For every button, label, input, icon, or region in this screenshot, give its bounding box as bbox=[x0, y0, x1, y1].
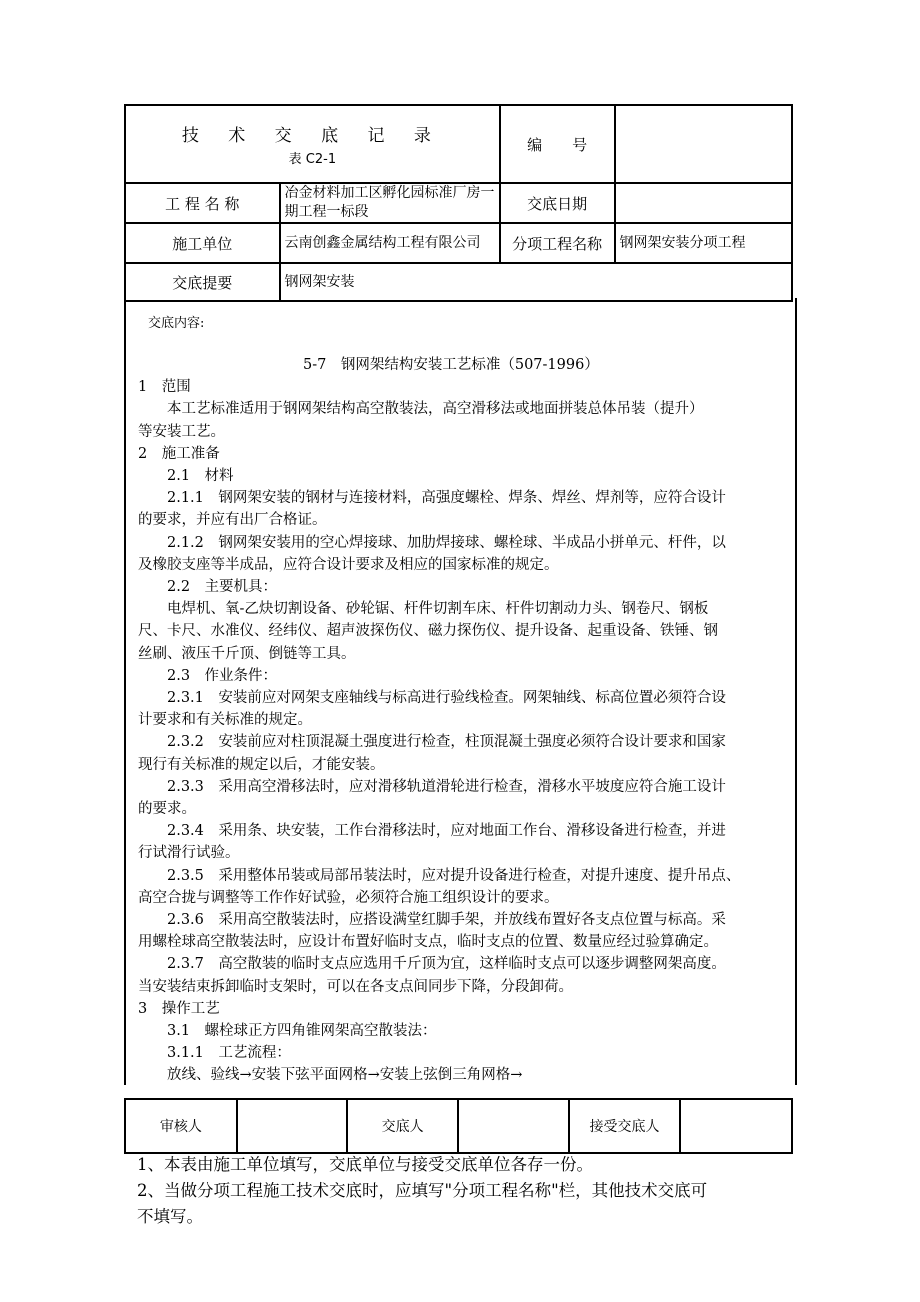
form-code: 表 C2-1 bbox=[288, 152, 337, 167]
content-line: 等安装工艺。 bbox=[138, 423, 225, 440]
note-2: 2、当做分项工程施工技术交底时，应填写"分项工程名称"栏，其他技术交底可 bbox=[137, 1181, 708, 1200]
content-heading: 5-7 钢网架结构安装工艺标准（507-1996） bbox=[303, 357, 599, 373]
content-line: 2.3.6 采用高空散装法时，应搭设满堂红脚手架，并放线布置好各支点位置与标高。采 bbox=[138, 912, 726, 928]
unit-label: 施工单位 bbox=[125, 223, 280, 263]
subproject-field[interactable]: 钢网架安装分项工程 bbox=[615, 223, 792, 263]
signature-table bbox=[124, 1098, 793, 1154]
content-line: 的要求。 bbox=[138, 801, 196, 817]
content-line: 及橡胶支座等半成品，应符合设计要求及相应的国家标准的规定。 bbox=[138, 556, 559, 573]
reviewer-label: 审核人 bbox=[125, 1099, 237, 1153]
content-line: 行试滑行试验。 bbox=[138, 845, 240, 862]
content-line: 计要求和有关标准的规定。 bbox=[138, 712, 312, 729]
content-line: 2.3.3 采用高空滑移法时，应对滑移轨道滑轮进行检查，滑移水平坡度应符合施工设计 bbox=[138, 778, 726, 795]
project-name-field[interactable]: 冶金材料加工区孵化园标准厂房一期工程一标段 bbox=[280, 183, 500, 223]
content-line: 尺、卡尺、水准仪、经纬仪、超声波探伤仪、磁力探伤仪、提升设备、起重设备、铁锤、钢 bbox=[138, 623, 718, 640]
content-line: 放线、验线→安装下弦平面网格→安装上弦倒三角网格→ bbox=[138, 1067, 523, 1084]
date-field[interactable] bbox=[615, 183, 792, 223]
content-line: 2.3.5 采用整体吊装或局部吊装法时，应对提升设备进行检查，对提升速度、提升吊点、 bbox=[138, 867, 741, 884]
content-line: 现行有关标准的规定以后，才能安装。 bbox=[138, 756, 385, 773]
date-label: 交底日期 bbox=[500, 183, 615, 223]
content-line: 1 范围 bbox=[138, 379, 191, 396]
content-line: 2.3 作业条件： bbox=[138, 667, 278, 684]
note-1: 1、本表由施工单位填写，交底单位与接受交底单位各存一份。 bbox=[137, 1155, 593, 1174]
content-line: 2.3.2 安装前应对柱顶混凝土强度进行检查，柱顶混凝土强度必须符合设计要求和国家 bbox=[138, 734, 726, 751]
content-line: 2.1.1 钢网架安装的钢材与连接材料，高强度螺栓、焊条、焊丝、焊剂等，应符合设计 bbox=[138, 490, 726, 507]
receiver-field[interactable] bbox=[680, 1099, 792, 1153]
presenter-field[interactable] bbox=[458, 1099, 569, 1153]
content-line: 高空合拢与调整等工作作好试验，必须符合施工组织设计的要求。 bbox=[138, 889, 559, 906]
summary-field[interactable]: 钢网架安装 bbox=[280, 263, 793, 301]
header-table bbox=[124, 104, 793, 302]
content-line: 电焊机、氧-乙炔切割设备、砂轮锯、杆件切割车床、杆件切割动力头、钢卷尺、钢板 bbox=[138, 601, 709, 618]
content-line: 2.3.4 采用条、块安装，工作台滑移法时，应对地面工作台、滑移设备进行检查，并进 bbox=[138, 823, 726, 840]
content-line: 的要求，并应有出厂合格证。 bbox=[138, 512, 327, 529]
content-line: 2.3.7 高空散装的临时支点应选用千斤顶为宜，这样临时支点可以逐步调整网架高度。 bbox=[138, 956, 726, 973]
content-line: 2.1 材料 bbox=[138, 468, 234, 484]
content-line: 3 操作工艺 bbox=[138, 1000, 220, 1017]
number-field[interactable] bbox=[615, 105, 792, 183]
content-line: 3.1.1 工艺流程： bbox=[138, 1045, 291, 1062]
presenter-label: 交底人 bbox=[347, 1099, 458, 1153]
unit-field[interactable]: 云南创鑫金属结构工程有限公司 bbox=[280, 223, 500, 263]
content-line: 丝刷、液压千斤顶、倒链等工具。 bbox=[138, 645, 356, 662]
content-intro-label: 交底内容: bbox=[148, 316, 205, 331]
subproject-label: 分项工程名称 bbox=[500, 223, 615, 263]
reviewer-field[interactable] bbox=[237, 1099, 348, 1153]
content-line: 2.1.2 钢网架安装用的空心焊接球、加肋焊接球、螺栓球、半成品小拼单元、杆件，以 bbox=[138, 534, 726, 551]
number-label: 编 号 bbox=[500, 105, 615, 183]
summary-label: 交底提要 bbox=[125, 263, 280, 301]
note-3: 不填写。 bbox=[137, 1207, 203, 1226]
content-line: 3.1 螺栓球正方四角锥网架高空散装法： bbox=[138, 1023, 437, 1039]
content-line: 2 施工准备 bbox=[138, 445, 220, 462]
receiver-label: 接受交底人 bbox=[569, 1099, 681, 1153]
form-title-cell bbox=[125, 105, 500, 183]
content-line: 2.2 主要机具： bbox=[138, 579, 278, 595]
project-name-label: 工 程 名 称 bbox=[125, 183, 280, 223]
form-title: 技 术 交 底 记 录 bbox=[181, 126, 443, 146]
content-line: 2.3.1 安装前应对网架支座轴线与标高进行验线检查。网架轴线、标高位置必须符合设 bbox=[138, 690, 726, 706]
content-line: 用螺栓球高空散装法时，应设计布置好临时支点，临时支点的位置、数量应经过验算确定。 bbox=[138, 934, 718, 951]
content-line: 当安装结束拆卸临时支架时，可以在各支点间同步下降，分段卸荷。 bbox=[138, 978, 573, 995]
content-line: 本工艺标准适用于钢网架结构高空散装法，高空滑移法或地面拼装总体吊装（提升） bbox=[138, 401, 704, 418]
